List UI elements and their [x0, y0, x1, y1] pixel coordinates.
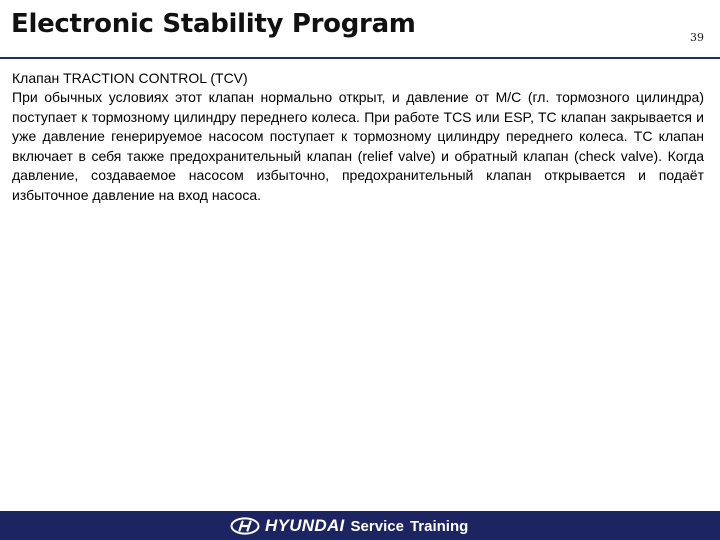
slide-header: [0, 0, 720, 62]
main-content: [12, 69, 704, 205]
footer-brand: [230, 516, 468, 536]
page-number: 39: [690, 31, 704, 44]
brand-service-label: Service: [350, 517, 404, 535]
hyundai-logo-icon: [230, 517, 260, 535]
brand-training-label: Training: [409, 517, 469, 535]
header-divider: [0, 57, 720, 59]
footer-bar: [0, 511, 720, 540]
body-paragraph: При обычных условиях этот клапан нормально открыт, и давление от M/C (гл. тормозного цилиндра) поступает к тормозному цилиндру переднего колеса. При работе TCS или ESP, TC клапан закрывается и уже давление генерируемое насосом поступает к тормозному цилиндру переднего колеса. TC клапан включает в себя также предохранительный клапан (relief valve) и обратный клапан (check valve). Когда давление, создаваемое насосом избыточно, предохранительный клапан открывается и подаёт избыточное давление на вход насоса.: [12, 89, 704, 203]
section-heading: Клапан TRACTION CONTROL (TCV): [12, 70, 248, 86]
page-title: Electronic Stability Program: [11, 9, 416, 39]
brand-name: HYUNDAI: [265, 516, 345, 535]
